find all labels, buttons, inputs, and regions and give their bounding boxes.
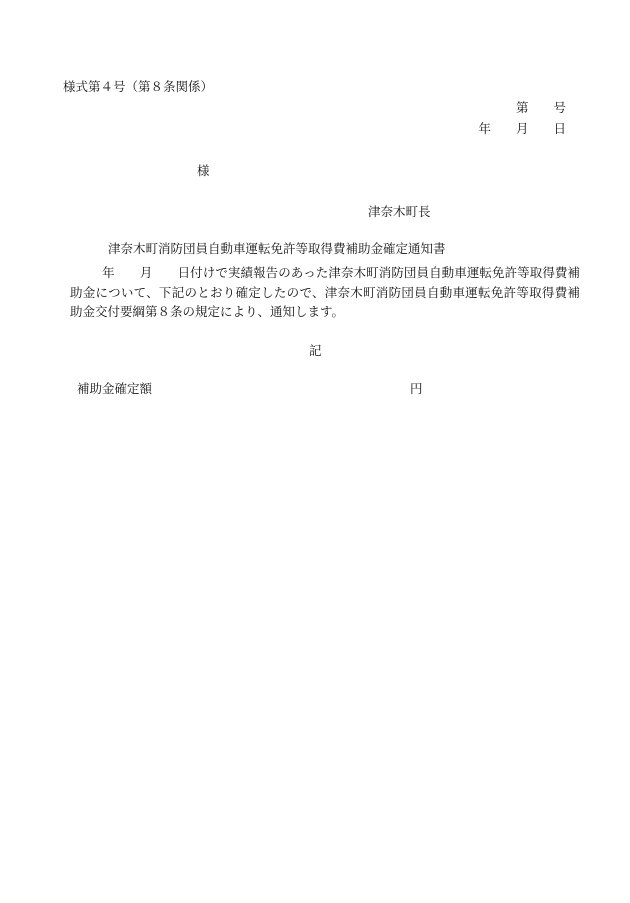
addressee-suffix: 様 bbox=[197, 163, 210, 178]
document-number-suffix: 号 bbox=[553, 100, 566, 115]
form-number-label: 様式第４号（第８条関係） bbox=[63, 79, 214, 94]
notice-body bbox=[70, 263, 580, 322]
document-date bbox=[478, 123, 566, 136]
document-number-prefix: 第 bbox=[515, 100, 529, 115]
notice-body-text: 年 月 日付けで実績報告のあった津奈木町消防団員自動車運転免許等取得費補助金について、下記のとおり確定したので、津奈木町消防団員自動車運転免許等取得費補助金交付要綱第８条の規定により、通知します。 bbox=[70, 265, 580, 319]
date-month: 月 bbox=[515, 121, 529, 136]
amount-label: 補助金確定額 bbox=[77, 381, 153, 396]
document-number bbox=[516, 102, 566, 115]
date-year: 年 bbox=[478, 121, 491, 136]
amount-unit: 円 bbox=[410, 381, 423, 396]
date-day: 日 bbox=[553, 121, 566, 136]
notice-title: 津奈木町消防団員自動車運転免許等取得費補助金確定通知書 bbox=[108, 241, 446, 256]
issuer-name: 津奈木町長 bbox=[368, 204, 431, 219]
record-heading: 記 bbox=[309, 343, 322, 358]
